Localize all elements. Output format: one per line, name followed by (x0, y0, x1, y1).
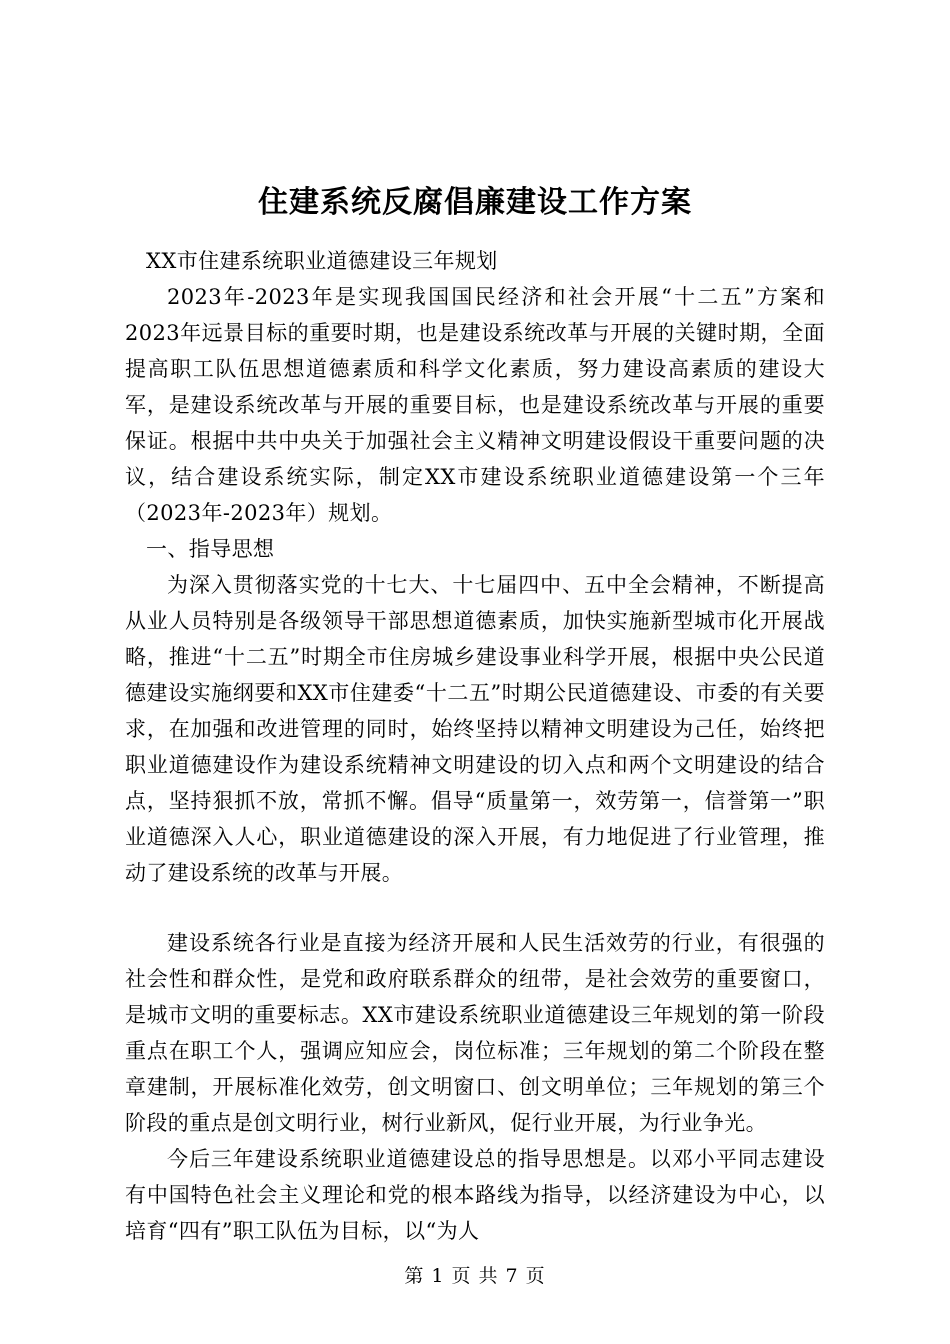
document-body (125, 221, 825, 1249)
page-footer: 第 1 页 共 7 页 (404, 1265, 546, 1287)
paragraph-1: 2023年-2023年是实现我国国民经济和社会开展“十二五”方案和2023年远景目标的重要时期，也是建设系统改革与开展的关键时期，全面提高职工队伍思想道德素质和科学文化素质，努力建设高素质的建设大军，是建设系统改革与开展的重要目标，也是建设系统改革与开展的重要保证。根据中共中央关于加强社会主义精神文明建设假设干重要问题的决议，结合建设系统实际，制定XX市建设系统职业道德建设第一个三年（2023年-2023年）规划。 (125, 285, 825, 525)
page-title: 住建系统反腐倡廉建设工作方案 (258, 185, 692, 220)
paragraph-2: 为深入贯彻落实党的十七大、十七届四中、五中全会精神，不断提高从业人员特别是各级领导干部思想道德素质，加快实施新型城市化开展战略，推进“十二五”时期全市住房城乡建设事业科学开展，根据中央公民道德建设实施纲要和XX市住建委“十二五”时期公民道德建设、市委的有关要求，在加强和改进管理的同时，始终坚持以精神文明建设为己任，始终把职业道德建设作为建设系统精神文明建设的切入点和两个文明建设的结合点，坚持狠抓不放，常抓不懈。倡导“质量第一，效劳第一，信誉第一”职业道德深入人心，职业道德建设的深入开展，有力地促进了行业管理，推动了建设系统的改革与开展。 (125, 573, 825, 885)
document-subtitle: XX市住建系统职业道德建设三年规划 (146, 249, 498, 273)
paragraph-3: 建设系统各行业是直接为经济开展和人民生活效劳的行业，有很强的社会性和群众性，是党和政府联系群众的纽带，是社会效劳的重要窗口，是城市文明的重要标志。XX市建设系统职业道德建设三年规划的第一阶段重点在职工个人，强调应知应会，岗位标准；三年规划的第二个阶段在整章建制，开展标准化效劳，创文明窗口、创文明单位；三年规划的第三个阶段的重点是创文明行业，树行业新风，促行业开展，为行业争光。 (125, 931, 825, 1135)
paragraph-4: 今后三年建设系统职业道德建设总的指导思想是。以邓小平同志建设有中国特色社会主义理论和党的根本路线为指导，以经济建设为中心，以培育“四有”职工队伍为目标，以“为人 (125, 1147, 825, 1243)
section-heading-1: 一、指导思想 (146, 537, 275, 561)
